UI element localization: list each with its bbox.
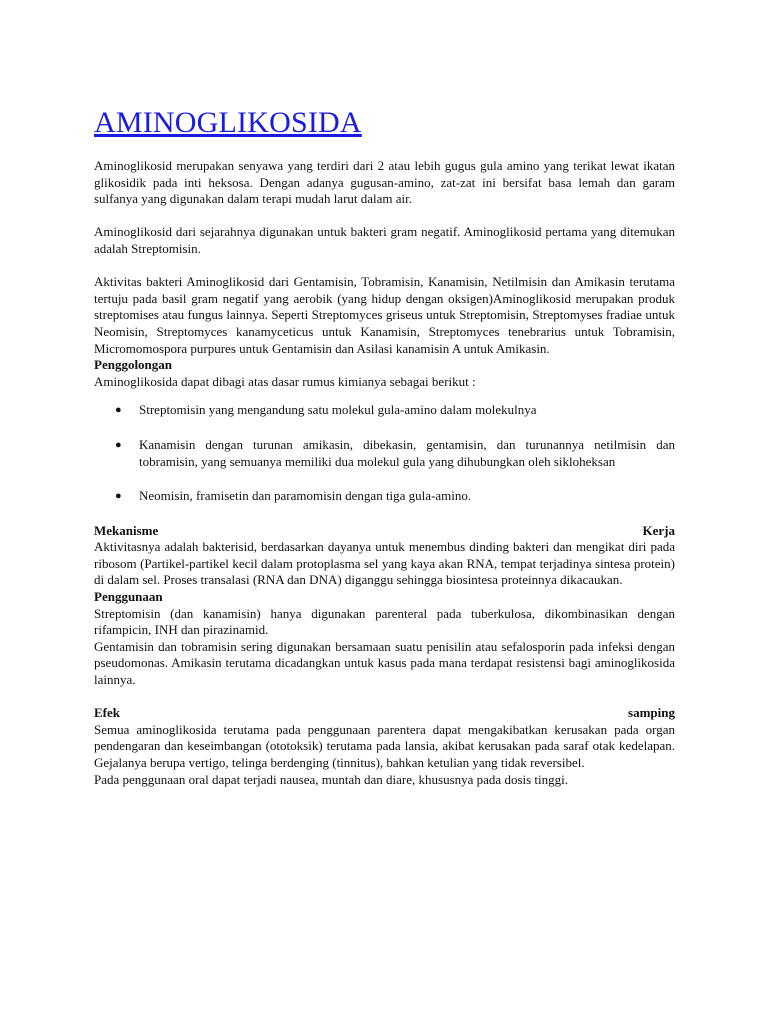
penggunaan-heading: Penggunaan (94, 589, 163, 605)
penggunaan-paragraph-1: Streptomisin (dan kanamisin) hanya digunakan parenteral pada tuberkulosa, dikombinasikan dengan rifampicin, INH dan pirazinamid. (94, 605, 675, 638)
penggolongan-list (94, 402, 675, 504)
penggolongan-heading: Penggolongan (94, 357, 173, 373)
list-item-text: Streptomisin yang mengandung satu molekul gula-amino dalam molekulnya (139, 402, 537, 418)
efek-paragraph-1: Semua aminoglikosida terutama pada penggunaan parentera dapat mengakibatkan kerusakan pada organ pendengaran dan keseimbangan (ototoksik) terutama pada lansia, akibat kerusakan pada saraf otak kedelapan. Gejalanya berupa vertigo, telinga berdenging (tinnitus), bahkan ketulian yang tidak reversibel. (94, 721, 675, 770)
bullet-icon: ● (115, 438, 122, 451)
efek-heading (94, 705, 675, 722)
list-item-text: Kanamisin dengan turunan amikasin, dibekasin, gentamisin, dan turunannya netilmisin dan tobramisin, yang semuanya memiliki dua molekul gula yang dihubungkan oleh sikloheksan (139, 436, 675, 469)
intro-paragraph-1: Aminoglikosid merupakan senyawa yang terdiri dari 2 atau lebih gugus gula amino yang terikat lewat ikatan glikosidik pada inti heksosa. Dengan adanya gugusan-amino, zat-zat ini bersifat basa lemah dan garam sulfanya yang digunakan dalam terapi mudah larut dalam air. (94, 158, 675, 207)
mekanisme-paragraph: Aktivitasnya adalah bakterisid, berdasarkan dayanya untuk menembus dinding bakteri dan mengikat diri pada ribosom (Partikel-partikel kecil dalam protoplasma sel yang kaya akan RNA, tempat terjadinya sintesa protein) di dalam sel. Proses transalasi (RNA dan DNA) diganggu sehingga biosintesa proteinnya dikacaukan. (94, 539, 675, 588)
mekanisme-heading-left: Mekanisme (94, 522, 159, 538)
efek-paragraph-2: Pada penggunaan oral dapat terjadi nausea, muntah dan diare, khususnya pada dosis tinggi. (94, 771, 569, 787)
intro-paragraph-3: Aktivitas bakteri Aminoglikosid dari Gentamisin, Tobramisin, Kanamisin, Netilmisin dan Amikasin terutama tertuju pada basil gram negatif yang aerobik (yang hidup dengan oksigen)Aminoglikosid merupakan produk streptomises atau fungus lainnya. Seperti Streptomyces griseus untuk Streptomisin, Streptomyses fradiae untuk Neomisin, Streptomyces kanamyceticus untuk Kanamisin, Streptomyces tenebrarius untuk Tobramisin, Micromomospora purpures untuk Gentamisin dan Asilasi kanamisin A untuk Amikasin. (94, 274, 675, 356)
efek-heading-right: samping (628, 705, 675, 721)
penggolongan-lead: Aminoglikosida dapat dibagi atas dasar rumus kimianya sebagai berikut : (94, 373, 476, 389)
penggunaan-paragraph-2: Gentamisin dan tobramisin sering digunakan bersamaan suatu penisilin atau sefalosporin pada infeksi dengan pseudomonas. Amikasin terutama dicadangkan untuk kasus pada mana terdapat resistensi bagi aminoglikosida lainnya. (94, 638, 675, 688)
list-item (94, 402, 675, 419)
document-body (94, 104, 675, 788)
intro-paragraph-2: Aminoglikosid dari sejarahnya digunakan untuk bakteri gram negatif. Aminoglikosid pertama yang ditemukan adalah Streptomisin. (94, 224, 675, 256)
mekanisme-heading (94, 523, 675, 540)
list-item (94, 437, 675, 470)
bullet-icon: ● (115, 490, 122, 503)
bullet-icon: ● (115, 404, 122, 417)
mekanisme-heading-right: Kerja (642, 522, 675, 538)
list-item (94, 488, 675, 505)
efek-heading-left: Efek (94, 705, 120, 721)
document-title: AMINOGLIKOSIDA (94, 106, 362, 139)
list-item-text: Neomisin, framisetin dan paramomisin dengan tiga gula-amino. (139, 488, 472, 504)
